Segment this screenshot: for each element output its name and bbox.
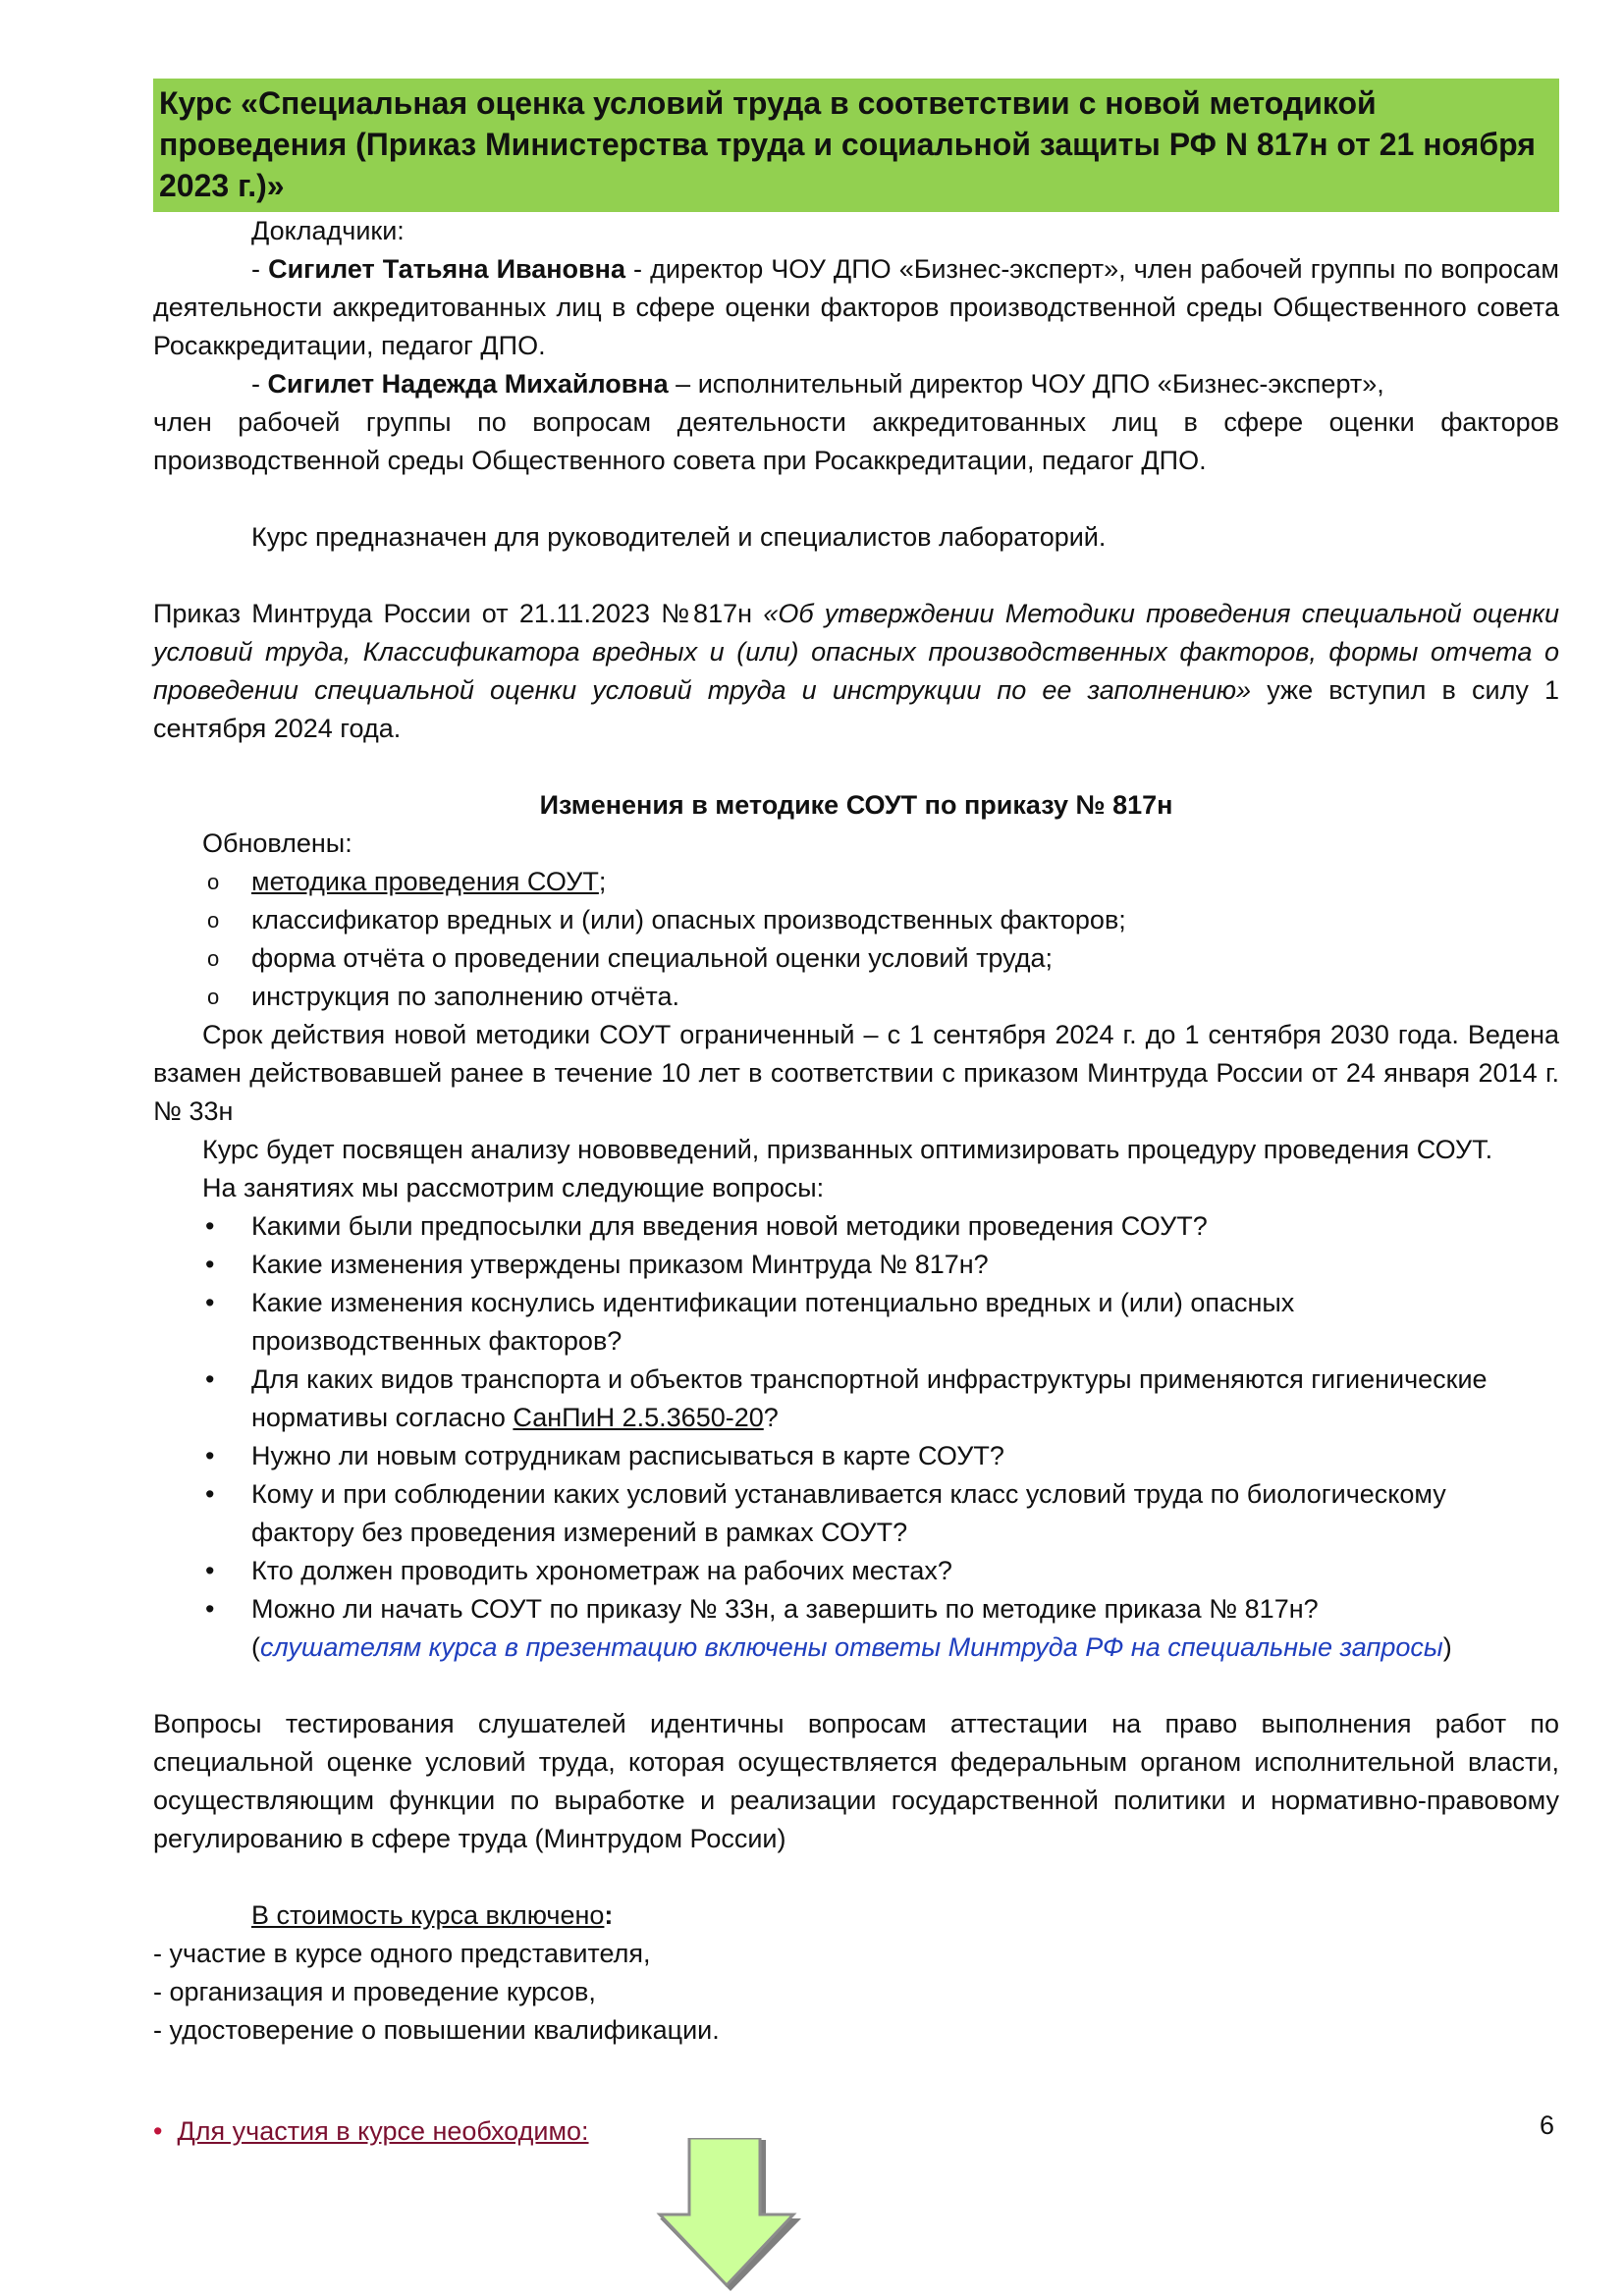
speaker-1-description: - директор ЧОУ ДПО «Бизнес-эксперт», член рабочей группы по вопросам деятельности аккредитованных лиц в сфере оценки факторов производственной среды Общественного совета Росаккредитации, педагог ДПО. [153, 254, 1559, 360]
question-item [153, 1437, 1559, 1475]
list-item-text: классификатор вредных и (или) опасных производственных факторов; [251, 905, 1126, 934]
question-item [153, 1284, 1559, 1361]
speaker-2-description-line1: – исполнительный директор ЧОУ ДПО «Бизнес-эксперт», [668, 369, 1384, 399]
order-prefix: Приказ Минтруда России от 21.11.2023 №817н [153, 599, 764, 628]
question-text: Можно ли начать СОУТ по приказу № 33н, а завершить по методике приказа № 817н? [251, 1594, 1319, 1624]
bullet-icon: • [205, 1441, 215, 1470]
question-item [153, 1246, 1559, 1284]
updated-label: Обновлены: [202, 828, 352, 858]
course-title: Курс «Специальная оценка условий труда в соответствии с новой методикой проведения (Приказ Министерства труда и социальной защиты РФ N 817н от 21 ноября 2023 г.)» [153, 79, 1559, 212]
question-text: Кто должен проводить хронометраж на рабочих местах? [251, 1556, 952, 1585]
order-suffix: уже вступил в силу 1 сентября 2024 года. [153, 675, 1559, 743]
speaker-1-name: Сигилет Татьяна Ивановна [268, 254, 625, 284]
note-close: ) [1442, 1632, 1452, 1662]
bullet-icon: • [205, 1479, 215, 1509]
question-text: Нужно ли новым сотрудникам расписываться в карте СОУТ? [251, 1441, 1004, 1470]
cost-item: - участие в курсе одного представителя, [153, 1939, 651, 1968]
question-item [153, 1590, 1559, 1667]
bullet-icon: • [205, 1250, 215, 1279]
circle-bullet-icon: o [207, 870, 220, 894]
speaker-2-name: Сигилет Надежда Михайловна [267, 369, 669, 399]
list-item-suffix: ; [598, 867, 607, 896]
question-item [153, 1552, 1559, 1590]
bullet-icon: • [205, 1594, 215, 1624]
participation-line [153, 2112, 1559, 2151]
cost-heading-text: В стоимость курса включено [251, 1900, 605, 1930]
audience-text: Курс предназначен для руководителей и специалистов лабораторий. [251, 522, 1107, 552]
list-item [153, 901, 1559, 939]
document-page [153, 79, 1559, 2151]
participation-link[interactable]: Для участия в курсе необходимо: [177, 2116, 589, 2146]
bullet-icon: • [205, 1211, 215, 1241]
questions-list [153, 1207, 1559, 1667]
speaker-2-line [153, 365, 1559, 403]
question-suffix: ? [763, 1403, 779, 1432]
speaker-1 [153, 250, 1559, 365]
question-item [153, 1207, 1559, 1246]
validity-paragraph: Срок действия новой методики СОУТ ограниченный – с 1 сентября 2024 г. до 1 сентября 2030 года. Ведена взамен действовавшей ранее в течение 10 лет в соответствии с приказом Минтруда России от 24 января 2014 г. № 33н [153, 1020, 1559, 1126]
course-focus: Курс будет посвящен анализу нововведений, призванных оптимизировать процедуру проведения СОУТ. [202, 1135, 1493, 1164]
page-number: 6 [1540, 2110, 1555, 2140]
down-arrow-icon [656, 2138, 803, 2295]
order-title: «Об утверждении Методики проведения специальной оценки условий труда, Классификатора вредных и (или) опасных производственных факторов, формы отчета о проведении специальной оценки условий труда и инструкции по ее заполнению» [153, 599, 1559, 705]
arrow-body [660, 2138, 793, 2285]
question-item [153, 1475, 1559, 1552]
note-open: ( [251, 1632, 260, 1662]
bullet-icon: • [205, 1364, 215, 1394]
cost-item: - организация и проведение курсов, [153, 1977, 596, 2006]
list-item-text: форма отчёта о проведении специальной оценки условий труда; [251, 943, 1054, 973]
order-paragraph [153, 595, 1559, 748]
questions-intro: На занятиях мы рассмотрим следующие вопросы: [202, 1173, 825, 1202]
circle-bullet-icon: o [207, 908, 220, 933]
changes-heading: Изменения в методике СОУТ по приказу № 817н [539, 790, 1173, 820]
question-text: Какие изменения утверждены приказом Минтруда № 817н? [251, 1250, 989, 1279]
list-item [153, 939, 1559, 978]
methodology-link[interactable]: методика проведения СОУТ [251, 867, 599, 896]
testing-paragraph: Вопросы тестирования слушателей идентичны вопросам аттестации на право выполнения работ по специальной оценке условий труда, которая осуществляется федеральным органом исполнительной власти, осуществляющим функции по выработке и реализации государственной политики и нормативно-правовому регулированию в сфере труда (Минтрудом России) [153, 1709, 1559, 1853]
circle-bullet-icon: o [207, 985, 220, 1009]
cost-heading [153, 1896, 1559, 1935]
question-item [153, 1361, 1559, 1437]
question-text: Для каких видов транспорта и объектов транспортной инфраструктуры применяются гигиенические нормативы согласно [251, 1364, 1488, 1432]
list-item [153, 863, 1559, 901]
bullet-icon: • [205, 1288, 215, 1317]
list-item-text: инструкция по заполнению отчёта. [251, 982, 680, 1011]
question-text: Какие изменения коснулись идентификации потенциально вредных и (или) опасных производственных факторов? [251, 1288, 1295, 1356]
participation-bullet-icon: • [153, 2116, 163, 2146]
bullet-icon: • [205, 1556, 215, 1585]
updated-list [153, 863, 1559, 1016]
speakers-heading: Докладчики: [251, 216, 405, 245]
circle-bullet-icon: o [207, 946, 220, 971]
question-text: Кому и при соблюдении каких условий устанавливается класс условий труда по биологическому фактору без проведения измерений в рамках СОУТ? [251, 1479, 1446, 1547]
speaker-1-dash: - [251, 254, 269, 284]
speaker-2-dash: - [251, 369, 268, 399]
sanpin-link[interactable]: СанПиН 2.5.3650-20 [513, 1403, 764, 1432]
answers-note: слушателям курса в презентацию включены ответы Минтруда РФ на специальные запросы [260, 1632, 1443, 1662]
cost-heading-colon: : [604, 1900, 614, 1930]
question-text: Какими были предпосылки для введения новой методики проведения СОУТ? [251, 1211, 1208, 1241]
speaker-2-description: член рабочей группы по вопросам деятельности аккредитованных лиц в сфере оценки факторов производственной среды Общественного совета при Росаккредитации, педагог ДПО. [153, 407, 1559, 475]
cost-item: - удостоверение о повышении квалификации. [153, 2015, 720, 2045]
list-item [153, 978, 1559, 1016]
